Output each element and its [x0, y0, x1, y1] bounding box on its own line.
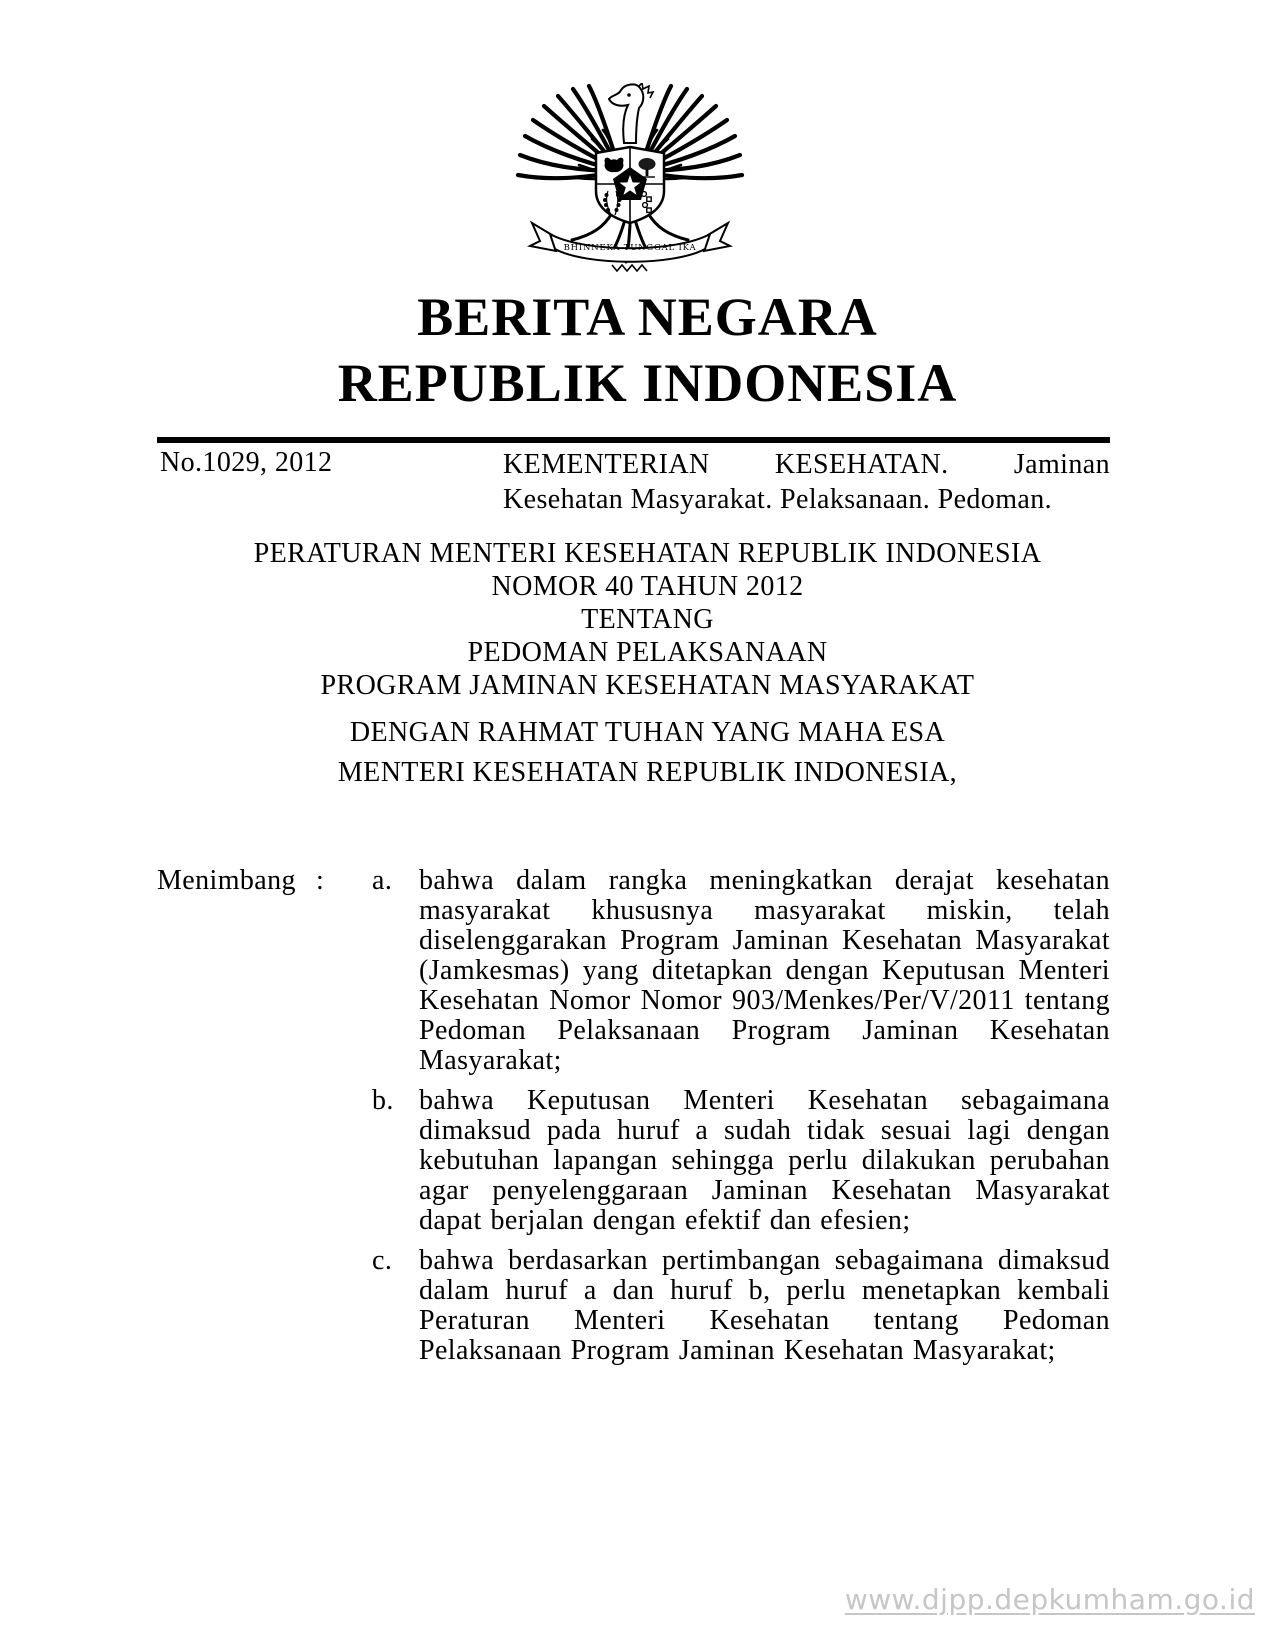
regulation-tentang: TENTANG [581, 604, 714, 635]
item-text: bahwa Keputusan Menteri Kesehatan sebagaimana dimaksud pada huruf a sudah tidak sesuai lagi dengan kebutuhan lapangan sehingga perlu dilakukan perubahan agar penyelenggaraan Jaminan Kesehatan Masyarakat dapat berjalan dengan efektif dan efesien; [419, 1085, 1110, 1236]
regulation-number: NOMOR 40 TAHUN 2012 [491, 571, 804, 602]
pancasila-shield [596, 147, 664, 223]
masthead-rule [157, 437, 1110, 443]
considerations-list [372, 866, 1110, 1376]
item-marker: a. [372, 865, 393, 896]
issue-number: No.1029, 2012 [160, 447, 333, 478]
watermark-url: www.djpp.depkumham.go.id [844, 1583, 1255, 1616]
banner-text: BHINNEKA TUNGGAL IKA [563, 243, 697, 253]
item-marker: b. [372, 1085, 394, 1116]
publication-title [190, 284, 1105, 416]
publication-title-line2: REPUBLIK INDONESIA [337, 353, 958, 413]
authority-line: MENTERI KESEHATAN REPUBLIK INDONESIA, [337, 757, 958, 788]
regulation-heading-block [190, 537, 1105, 789]
subject-line1: KEMENTERIAN KESEHATAN. Jaminan [503, 449, 1110, 480]
consideration-item-c [372, 1246, 1110, 1366]
considerations-colon: : [316, 865, 325, 896]
regulation-subject-line1: PEDOMAN PELAKSANAAN [467, 637, 828, 668]
item-text: bahwa berdasarkan pertimbangan sebagaimana dimaksud dalam huruf a dan huruf b, perlu menetapkan kembali Peraturan Menteri Kesehatan tentang Pedoman Pelaksanaan Program Jaminan Kesehatan Masyarakat; [419, 1245, 1110, 1366]
garuda-head [609, 83, 653, 143]
subject-block [503, 447, 1110, 517]
garuda-pancasila-emblem [512, 83, 748, 273]
item-marker: c. [372, 1245, 393, 1276]
item-text: bahwa dalam rangka meningkatkan derajat kesehatan masyarakat khususnya masyarakat miskin, telah diselenggarakan Program Jaminan Kesehatan Masyarakat (Jamkesmas) yang ditetapkan dengan Keputusan Menteri Kesehatan Nomor Nomor 903/Menkes/Per/V/2011 tentang Pedoman Pelaksanaan Program Jaminan Kesehatan Masyarakat; [419, 865, 1110, 1076]
publication-title-line1: BERITA NEGARA [417, 287, 878, 347]
consideration-item-b [372, 1086, 1110, 1236]
invocation-line: DENGAN RAHMAT TUHAN YANG MAHA ESA [349, 717, 946, 748]
considerations-label: Menimbang [157, 865, 296, 896]
considerations-section [157, 866, 1110, 1376]
consideration-item-a [372, 866, 1110, 1076]
garuda-pancasila-svg [512, 83, 748, 273]
shield-bull-icon [605, 158, 624, 173]
regulation-subject-line2: PROGRAM JAMINAN KESEHATAN MASYARAKAT [320, 670, 975, 701]
regulation-title: PERATURAN MENTERI KESEHATAN REPUBLIK INDONESIA [253, 538, 1042, 569]
subject-line2: Kesehatan Masyarakat. Pelaksanaan. Pedoman. [503, 484, 1053, 515]
